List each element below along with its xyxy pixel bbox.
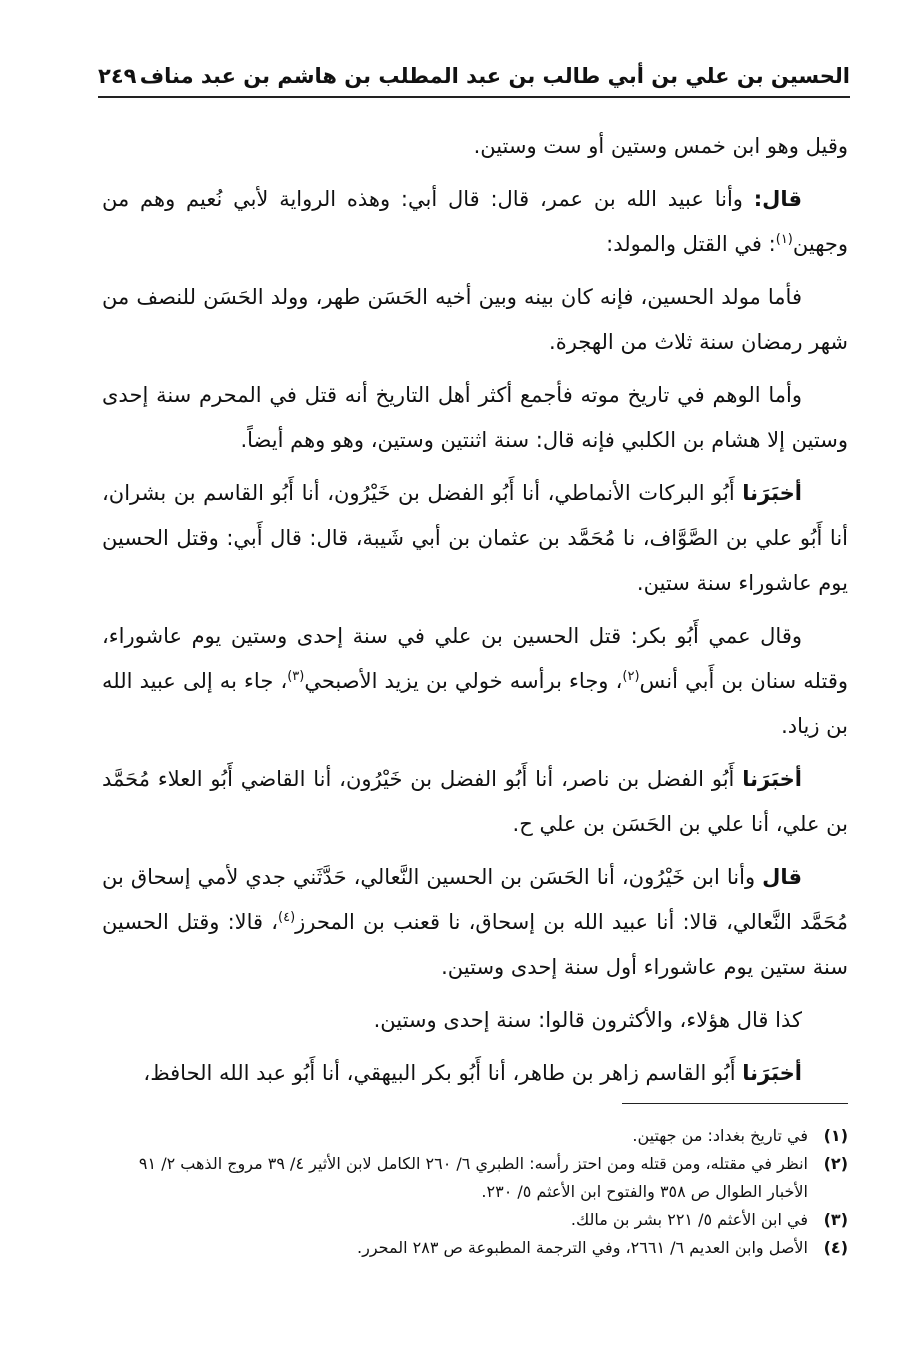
paragraph-9 [102, 998, 848, 1043]
paragraph-text-after: ، قالا: وقتل الحسين سنة ستين يوم عاشوراء أول سنة إحدى وستين. [102, 910, 848, 979]
footnote-2 [104, 1150, 848, 1206]
paragraph-text: أَبُو الفضل بن ناصر، أنا أَبُو الفضل بن خَيْرُون، أنا القاضي أَبُو العلاء مُحَمَّد بن علي، أنا علي بن الحَسَن بن علي ح. [102, 767, 848, 836]
footnote-4 [104, 1234, 848, 1262]
footnote-number: (٤) [823, 1238, 848, 1257]
paragraph-text: وأنا عبيد الله بن عمر، قال: قال أبي: وهذه الرواية لأبي نُعيم وهم من وجهين [102, 187, 848, 256]
footnotes [104, 1122, 848, 1262]
paragraph-3 [102, 275, 848, 365]
paragraph-lead: قال [762, 865, 802, 889]
paragraph-text: وأما الوهم في تاريخ موته فأجمع أكثر أهل التاريخ أنه قتل في المحرم سنة إحدى وستين إلا هشام بن الكلبي فإنه قال: سنة اثنتين وستين، وهو وهم أيضاً. [102, 383, 848, 452]
paragraph-lead: أخبَرَنا [742, 1061, 802, 1085]
paragraph-1 [102, 124, 848, 169]
footnote-text: في ابن الأعثم ٥/ ٢٢١ بشر بن مالك. [570, 1210, 808, 1229]
body-text [102, 124, 848, 1104]
paragraph-text-after: ، جاء به إلى عبيد الله بن زياد. [102, 669, 848, 738]
paragraph-8 [102, 855, 848, 990]
paragraph-text: أَبُو القاسم زاهر بن طاهر، أنا أَبُو بكر البيهقي، أنا أَبُو عبد الله الحافظ، [143, 1061, 743, 1085]
footnote-number: (٣) [823, 1210, 848, 1229]
footnote-text: انظر في مقتله، ومن قتله ومن احتز رأسه: الطبري ٦/ ٢٦٠ الكامل لابن الأثير ٤/ ٣٩ مروج الذهب ٢/ ٩١ الأخبار الطوال ص ٣٥٨ والفتوح ابن الأعثم ٥/ ٢٣٠. [138, 1154, 808, 1201]
paragraph-7 [102, 757, 848, 847]
paragraph-text-after: : في القتل والمولد: [606, 232, 776, 256]
paragraph-text: أَبُو البركات الأنماطي، أنا أَبُو الفضل بن خَيْرُون، أنا أَبُو القاسم بن بشران، أنا أَبُو علي بن الصَّوَّاف، نا مُحَمَّد بن عثمان بن أبي شَيبة، قال: قال أَبي: وقتل الحسين يوم عاشوراء سنة ستين. [102, 481, 848, 595]
paragraph-6 [102, 614, 848, 749]
footnote-1 [104, 1122, 848, 1150]
paragraph-4 [102, 373, 848, 463]
footnote-text: الأصل وابن العديم ٦/ ٢٦٦١، وفي الترجمة المطبوعة ص ٢٨٣ المحرر. [357, 1238, 808, 1257]
paragraph-text: وأنا ابن خَيْرُون، أنا الحَسَن بن الحسين النَّعالي، حَدَّثَني جدي لأمي إسحاق بن مُحَمَّد النَّعالي، قالا: أنا عبيد الله بن إسحاق، نا قعنب بن المحرز [102, 865, 849, 934]
paragraph-lead: قال: [753, 187, 802, 211]
paragraph-text: وقيل وهو ابن خمس وستين أو ست وستين. [473, 134, 848, 158]
page-number: ٢٤٩ [98, 64, 137, 88]
paragraph-text-after: ، وجاء برأسه خولي بن يزيد الأصبحي [304, 669, 623, 693]
footnote-ref: (٢) [622, 669, 640, 684]
page-header [98, 58, 850, 98]
footnote-ref: (٤) [278, 910, 296, 925]
footnote-ref: (٣) [287, 669, 305, 684]
paragraph-text: فأما مولد الحسين، فإنه كان بينه وبين أخيه الحَسَن طهر، وولد الحَسَن للنصف من شهر رمضان سنة ثلاث من الهجرة. [102, 285, 848, 354]
paragraph-text: كذا قال هؤلاء، والأكثرون قالوا: سنة إحدى وستين. [373, 1008, 802, 1032]
paragraph-text: وقال عمي أَبُو بكر: قتل الحسين بن علي في سنة إحدى وستين يوم عاشوراء، وقتله سنان بن أَبي أنس [102, 624, 849, 693]
paragraph-2 [102, 177, 848, 267]
footnote-3 [104, 1206, 848, 1234]
running-title: الحسين بن علي بن أبي طالب بن عبد المطلب بن هاشم بن عبد مناف [139, 64, 850, 88]
paragraph-lead: أخبَرَنا [742, 767, 802, 791]
footnote-text: في تاريخ بغداد: من جهتين. [632, 1126, 808, 1145]
footnote-ref: (١) [775, 232, 793, 247]
paragraph-10 [102, 1051, 848, 1096]
footnote-number: (١) [823, 1126, 848, 1145]
paragraph-lead: أخبَرَنا [742, 481, 802, 505]
paragraph-5 [102, 471, 848, 606]
footnote-number: (٢) [823, 1154, 848, 1173]
footnote-divider [622, 1103, 848, 1104]
